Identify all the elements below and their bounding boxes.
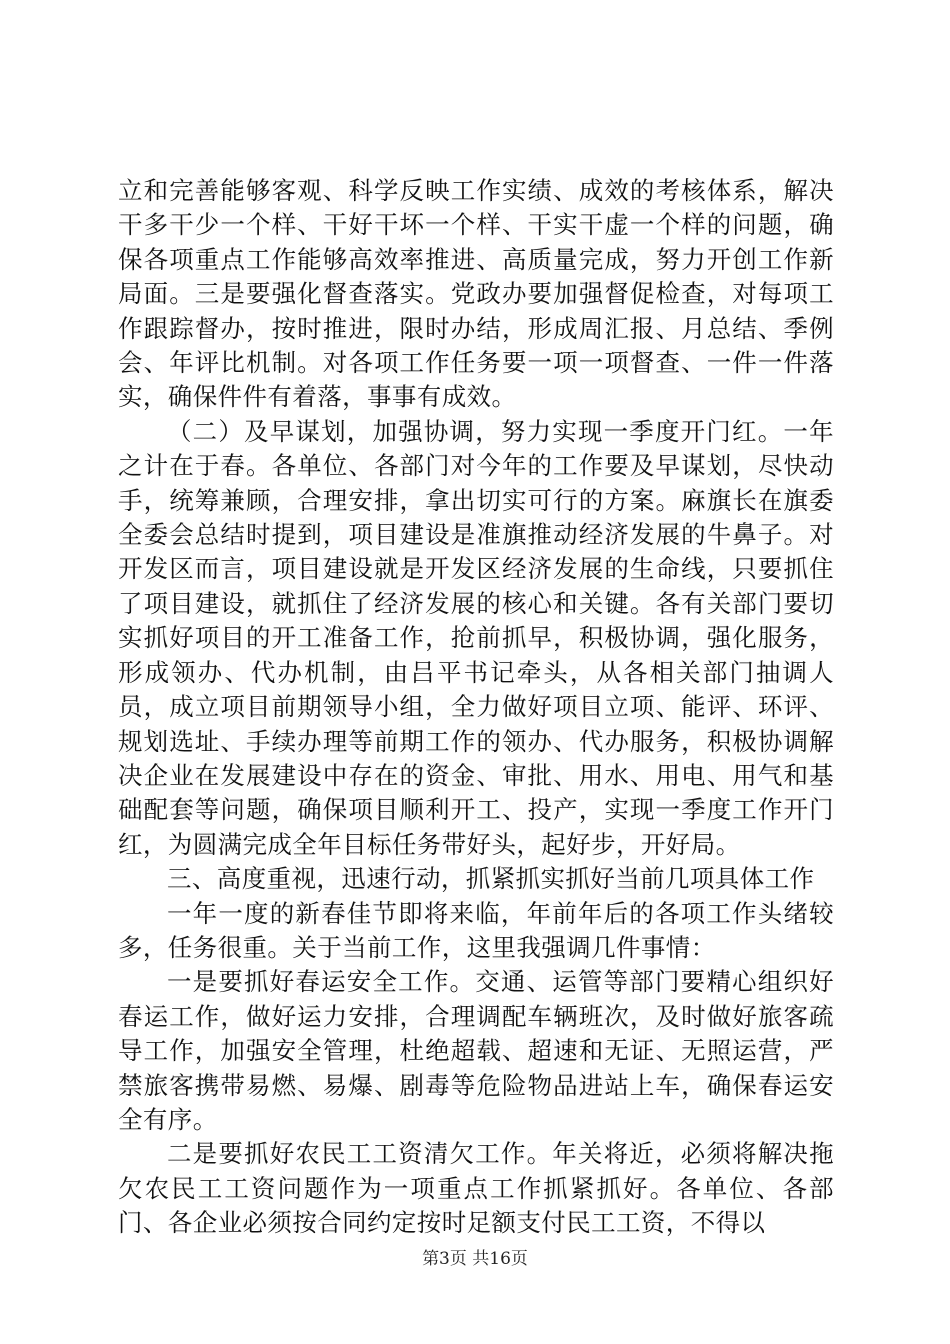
- paragraph-item-1: 一是要抓好春运安全工作。交通、运管等部门要精心组织好春运工作，做好运力安排，合理调配车辆班次，及时做好旅客疏导工作，加强安全管理，杜绝超载、超速和无证、无照运营，严禁旅客携带易燃、易爆、剧毒等危险物品进站上车，确保春运安全有序。: [118, 967, 834, 1134]
- paragraph-continuation: 立和完善能够客观、科学反映工作实绩、成效的考核体系，解决干多干少一个样、干好干坏一个样、干实干虚一个样的问题，确保各项重点工作能够高效率推进、高质量完成，努力开创工作新局面。三是要强化督查落实。党政办要加强督促检查，对每项工作跟踪督办，按时推进，限时办结，形成周汇报、月总结、季例会、年评比机制。对各项工作任务要一项一项督查、一件一件落实，确保件件有着落，事事有成效。: [118, 176, 834, 412]
- page-number-footer: 第3页 共16页: [422, 1249, 528, 1269]
- paragraph-intro: 一年一度的新春佳节即将来临，年前年后的各项工作头绪较多，任务很重。关于当前工作，这里我强调几件事情：: [118, 898, 834, 962]
- paragraph-section-2: （二）及早谋划，加强协调，努力实现一季度开门红。一年之计在于春。各单位、各部门对今年的工作要及早谋划，尽快动手，统筹兼顾，合理安排，拿出切实可行的方案。麻旗长在旗委全委会总结时提到，项目建设是准旗推动经济发展的牛鼻子。对开发区而言，项目建设就是开发区经济发展的生命线，只要抓住了项目建设，就抓住了经济发展的核心和关键。各有关部门要切实抓好项目的开工准备工作，抢前抓早，积极协调，强化服务，形成领办、代办机制，由吕平书记牵头，从各相关部门抽调人员，成立项目前期领导小组，全力做好项目立项、能评、环评、规划选址、手续办理等前期工作的领办、代办服务，积极协调解决企业在发展建设中存在的资金、审批、用水、用电、用气和基础配套等问题，确保项目顺利开工、投产，实现一季度工作开门红，为圆满完成全年目标任务带好头，起好步，开好局。: [118, 416, 834, 859]
- section-heading-3: 三、高度重视，迅速行动，抓紧抓实抓好当前几项具体工作: [167, 864, 815, 894]
- document-body: [118, 174, 834, 1241]
- paragraph-item-2: 二是要抓好农民工工资清欠工作。年关将近，必须将解决拖欠农民工工资问题作为一项重点工作抓紧抓好。各单位、各部门、各企业必须按合同约定按时足额支付民工工资，不得以: [118, 1139, 834, 1238]
